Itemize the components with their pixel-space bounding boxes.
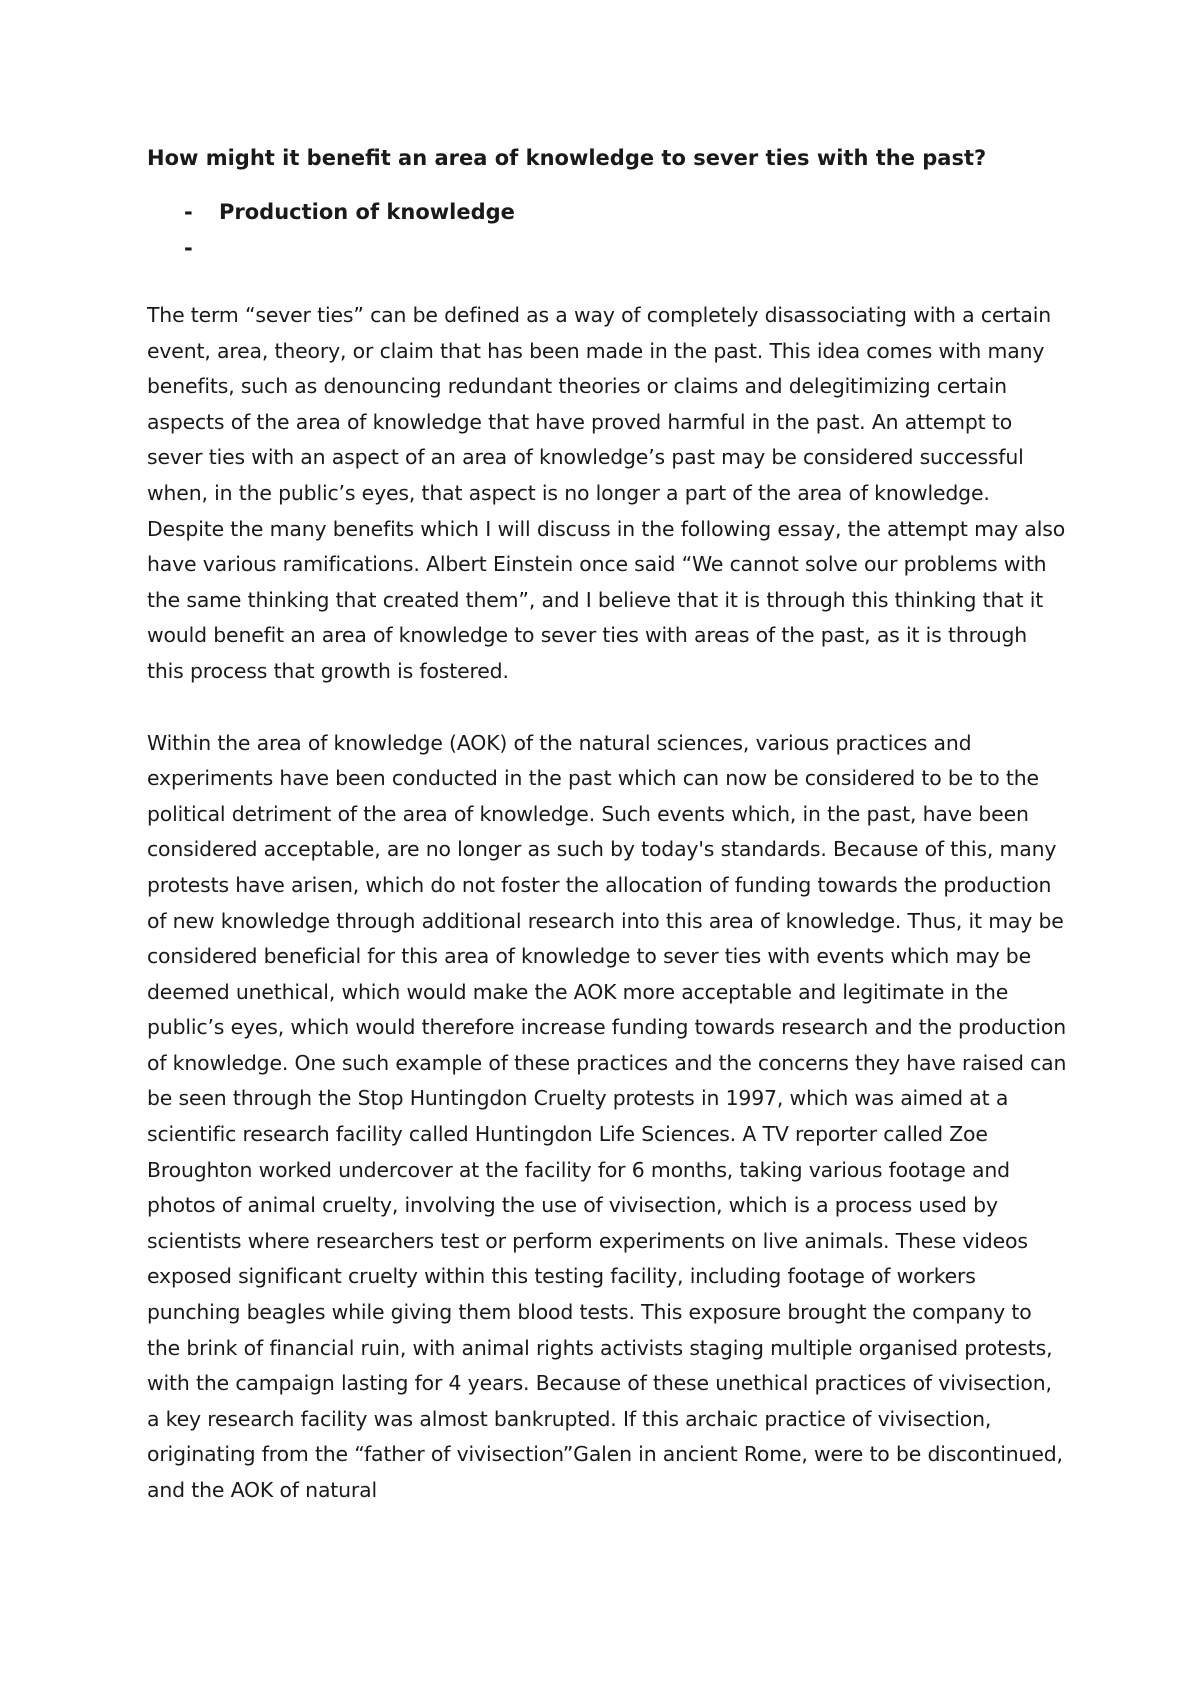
bullet-list — [147, 194, 1067, 266]
bullet-marker: - — [184, 236, 193, 260]
bullet-text: Production of knowledge — [219, 200, 515, 224]
bullet-item — [147, 230, 1067, 266]
document-body — [147, 140, 1067, 1545]
bullet-marker: - — [184, 200, 193, 224]
bullet-item — [147, 194, 1067, 230]
paragraph-natural-sciences: Within the area of knowledge (AOK) of the natural sciences, various practices and experiments have been conducted in the past which can now be considered to be to the political detriment of the area of knowledge. Such events which, in the past, have been considered acceptable, are no longer as such by today's standards. Because of this, many protests have arisen, which do not foster the allocation of funding towards the production of new knowledge through additional research into this area of knowledge. Thus, it may be considered beneficial for this area of knowledge to sever ties with events which may be deemed unethical, which would make the AOK more acceptable and legitimate in the public’s eyes, which would therefore increase funding towards research and the production of knowledge. One such example of these practices and the concerns they have raised can be seen through the Stop Huntingdon Cruelty protests in 1997, which was aimed at a scientific research facility called Huntingdon Life Sciences. A TV reporter called Zoe Broughton worked undercover at the facility for 6 months, taking various footage and photos of animal cruelty, involving the use of vivisection, which is a process used by scientists where researchers test or perform experiments on live animals. These videos exposed significant cruelty within this testing facility, including footage of workers punching beagles while giving them blood tests. This exposure brought the company to the brink of financial ruin, with animal rights activists staging multiple organised protests, with the campaign lasting for 4 years. Because of these unethical practices of vivisection, a key research facility was almost bankrupted. If this archaic practice of vivisection, originating from the “father of vivisection”Galen in ancient Rome, were to be discontinued, and the AOK of natural — [147, 730, 1067, 1502]
paragraph-introduction: The term “sever ties” can be defined as a way of completely disassociating with a certain event, area, theory, or claim that has been made in the past. This idea comes with many benefits, such as denouncing redundant theories or claims and delegitimizing certain aspects of the area of knowledge that have proved harmful in the past. An attempt to sever ties with an aspect of an area of knowledge’s past may be considered successful when, in the public’s eyes, that aspect is no longer a part of the area of knowledge. Despite the many benefits which I will discuss in the following essay, the attempt may also have various ramifications. Albert Einstein once said “We cannot solve our problems with the same thinking that created them”, and I believe that it is through this thinking that it would benefit an area of knowledge to sever ties with areas of the past, as it is through this process that growth is fostered. — [147, 303, 1066, 683]
essay-title: How might it benefit an area of knowledge to sever ties with the past? — [147, 146, 987, 170]
